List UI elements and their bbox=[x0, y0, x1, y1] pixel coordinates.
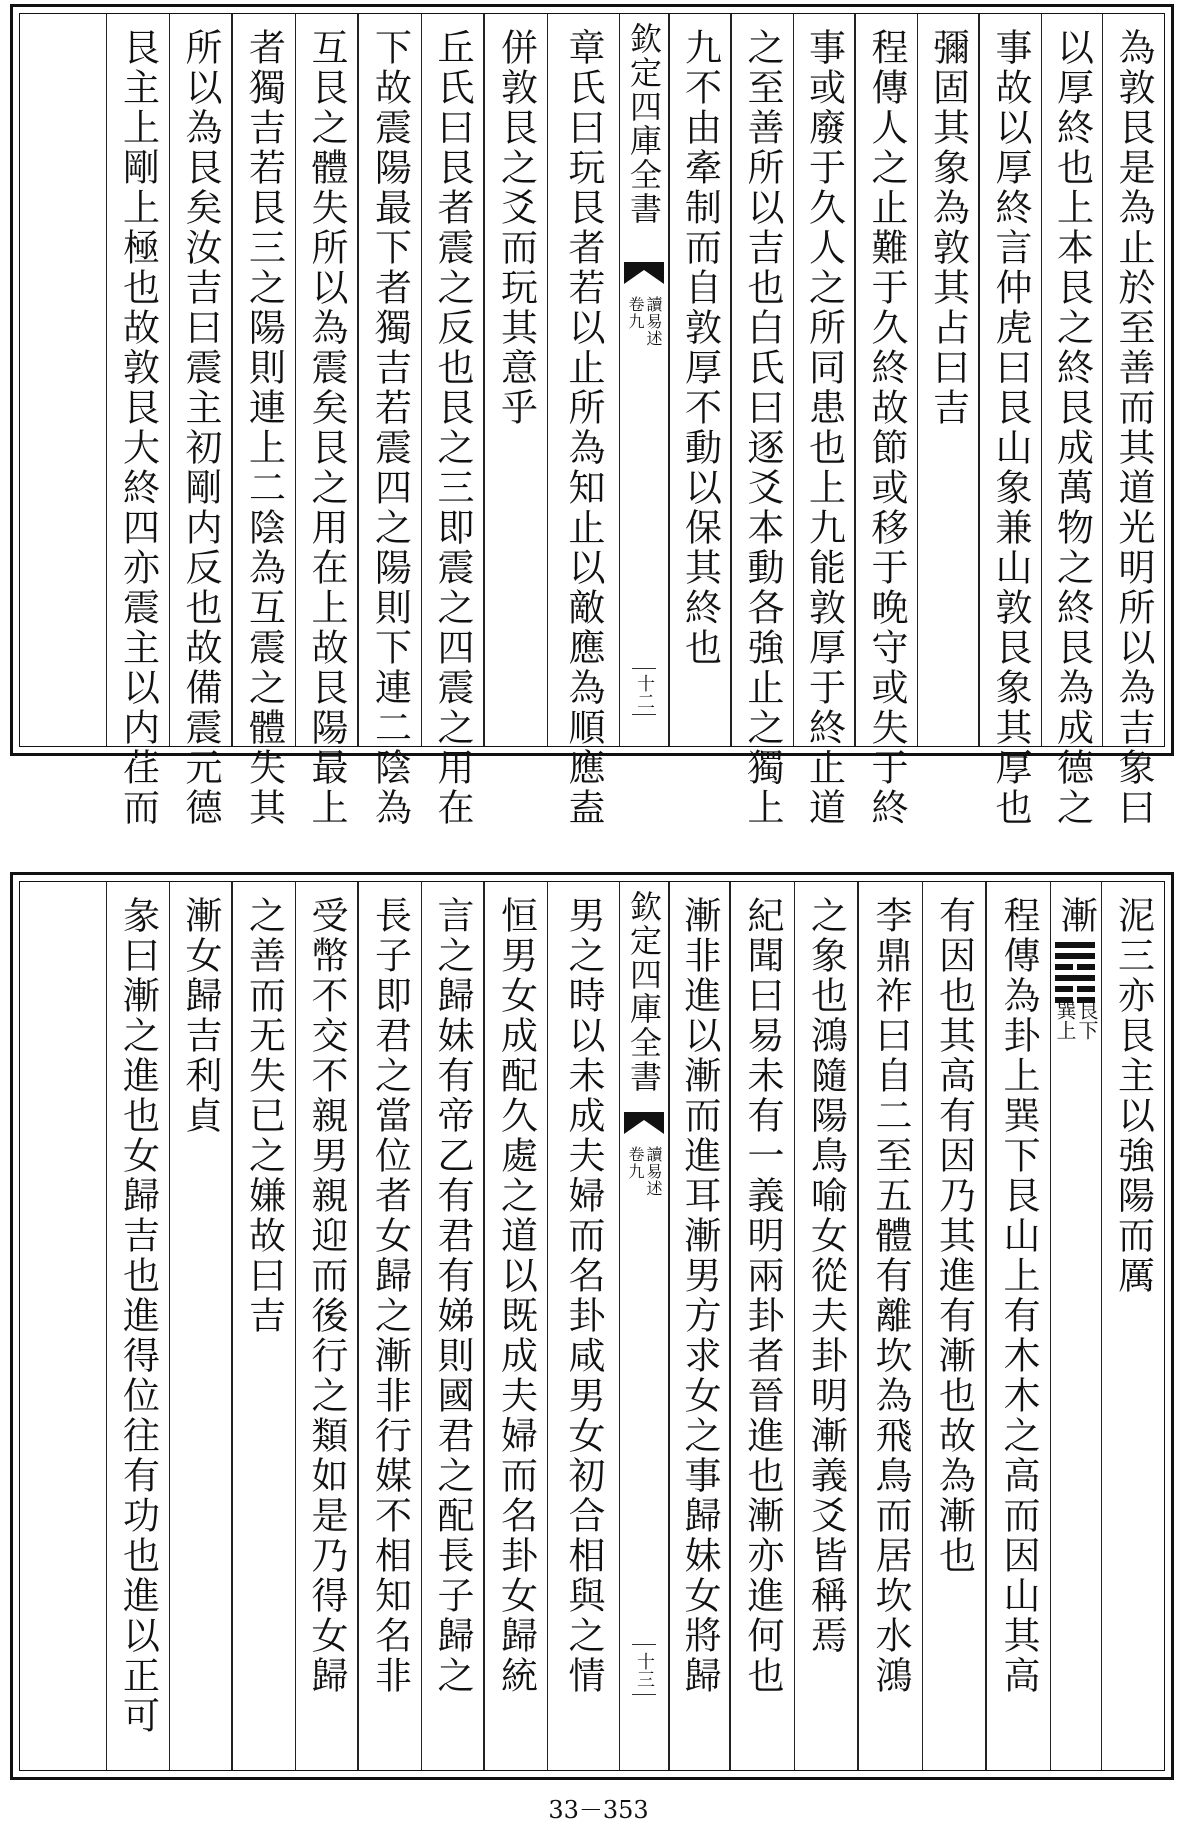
running-head-title: 讀易述 bbox=[644, 1146, 663, 1197]
text-column bbox=[232, 882, 295, 1770]
column-text: 男之時以未成夫婦而名卦咸男女初合相與之情 bbox=[562, 896, 605, 1696]
text-column bbox=[793, 14, 855, 828]
text-column bbox=[421, 882, 484, 1770]
text-column bbox=[547, 14, 619, 828]
column-text: 言之歸妹有帝乙有君有娣則國君之配長子歸之 bbox=[431, 896, 474, 1696]
text-column bbox=[669, 14, 731, 746]
running-head-title: 讀易述 bbox=[644, 296, 663, 347]
text-column bbox=[484, 882, 547, 1770]
text-column bbox=[358, 882, 421, 1770]
page-number: 十三 bbox=[634, 1652, 655, 1688]
text-column bbox=[484, 14, 547, 746]
column-text: 下故震陽最下者獨吉若震四之陽則下連二陰為 bbox=[368, 28, 412, 828]
text-column bbox=[358, 14, 421, 828]
column-text: 之善而无失已之嫌故曰吉 bbox=[242, 896, 286, 1336]
page-spine bbox=[619, 14, 669, 746]
column-text: 章氏曰玩艮者若以止所為知止以敵應為順應盍 bbox=[562, 28, 605, 828]
text-column bbox=[421, 14, 484, 828]
text-column bbox=[731, 14, 793, 828]
page-number-rule bbox=[632, 1694, 656, 1695]
column-text: 為敦艮是為止於至善而其道光明所以為吉象曰 bbox=[1112, 28, 1155, 828]
text-column bbox=[917, 14, 979, 746]
column-text: 有因也其高有因乃其進有漸也故為漸也 bbox=[932, 896, 976, 1576]
column-text: 長子即君之當位者女歸之漸非行媒不相知名非 bbox=[368, 896, 412, 1696]
column-text: 事故以厚終言仲虎曰艮山象兼山敦艮象其厚也 bbox=[989, 28, 1032, 828]
jian-hexagram-icon bbox=[1055, 942, 1095, 1008]
column-text: 漸非進以漸而進耳漸男方求女之事歸妹女將歸 bbox=[678, 896, 721, 1696]
bottom-page-frame bbox=[19, 881, 1165, 1771]
upper-trigram: 巽上 bbox=[1053, 1000, 1077, 1040]
page-number-rule bbox=[632, 714, 656, 715]
page-number-rule bbox=[632, 1644, 656, 1645]
text-column bbox=[669, 882, 730, 1770]
running-head-volume: 卷九 bbox=[626, 296, 645, 330]
column-text: 艮主上剛上極也故敦艮大終四亦震主以内荏而 bbox=[116, 28, 160, 828]
column-text: 以厚終也上本艮之終艮成萬物之終艮為成德之 bbox=[1050, 28, 1094, 828]
text-column bbox=[858, 882, 922, 1770]
column-text: 之至善所以吉也白氏曰逐爻本動各強止之獨上 bbox=[741, 28, 784, 828]
page-number: 十二 bbox=[634, 674, 655, 710]
book-title: 欽定四庫全書 bbox=[625, 890, 663, 1094]
text-column bbox=[922, 882, 986, 1770]
column-text: 受幣不交不親男親迎而後行之類如是乃得女歸 bbox=[305, 896, 348, 1696]
bottom-page bbox=[10, 872, 1174, 1780]
text-column bbox=[986, 882, 1050, 1770]
top-page-frame bbox=[19, 13, 1165, 828]
page-number-rule bbox=[632, 668, 656, 669]
column-text: 漸女歸吉利貞 bbox=[179, 896, 222, 1136]
column-text: 者獨吉若艮三之陽則連上二陰為互震之體失其 bbox=[242, 28, 286, 828]
text-column bbox=[794, 882, 858, 1770]
book-title: 欽定四庫全書 bbox=[625, 22, 663, 226]
column-text: 李鼎祚曰自二至五體有離坎為飛鳥而居坎水鴻 bbox=[869, 896, 912, 1696]
column-text: 併敦艮之爻而玩其意乎 bbox=[494, 28, 538, 428]
column-text: 事或廢于久人之所同患也上九能敦厚于終止道 bbox=[802, 28, 846, 828]
text-column bbox=[295, 14, 358, 828]
running-head bbox=[627, 1146, 661, 1197]
gua-trigrams bbox=[1055, 1000, 1097, 1040]
text-column bbox=[232, 14, 295, 828]
column-text: 之象也鴻隨陽鳥喻女從夫卦明漸義爻皆稱焉 bbox=[804, 896, 848, 1656]
page-footer-number: 33－353 bbox=[548, 1796, 649, 1824]
column-text: 所以為艮矣汝吉曰震主初剛内反也故備震元德 bbox=[179, 28, 222, 828]
page-spine bbox=[619, 882, 669, 1770]
lower-trigram: 艮下 bbox=[1075, 1000, 1099, 1040]
running-head bbox=[627, 296, 661, 347]
column-text: 九不由牽制而自敦厚不動以保其終也 bbox=[678, 28, 722, 668]
text-column bbox=[547, 882, 619, 1770]
top-page bbox=[10, 4, 1174, 828]
fish-tail-mark bbox=[624, 1112, 664, 1134]
column-text: 泥三亦艮主以強陽而厲 bbox=[1111, 896, 1155, 1296]
text-column bbox=[979, 14, 1041, 828]
fish-tail-mark bbox=[624, 262, 664, 284]
text-column bbox=[295, 882, 358, 1770]
column-text: 程傳人之止難于久終故節或移于晚守或失于終 bbox=[865, 28, 908, 828]
text-column bbox=[1041, 14, 1103, 828]
column-text: 恒男女成配久處之道以既成夫婦而名卦女歸統 bbox=[494, 896, 538, 1696]
column-text: 彌固其象為敦其占曰吉 bbox=[926, 28, 970, 428]
column-text: 程傳為卦上巽下艮山上有木木之高而因山其高 bbox=[997, 896, 1040, 1696]
running-head-volume: 卷九 bbox=[626, 1146, 645, 1180]
text-column bbox=[855, 14, 917, 828]
column-text: 紀聞曰易未有一義明兩卦者晉進也漸亦進何也 bbox=[741, 896, 784, 1696]
text-column bbox=[106, 14, 169, 828]
text-column bbox=[169, 882, 232, 1770]
column-text: 丘氏曰艮者震之反也艮之三即震之四震之用在 bbox=[431, 28, 474, 828]
column-text: 互艮之體失所以為震矣艮之用在上故艮陽最上 bbox=[305, 28, 348, 828]
column-text: 彖曰漸之進也女歸吉也進得位往有功也進以正可 bbox=[116, 896, 160, 1736]
gua-name: 漸 bbox=[1054, 896, 1098, 933]
text-column bbox=[106, 882, 169, 1770]
text-column bbox=[169, 14, 232, 828]
text-column bbox=[1102, 882, 1164, 1770]
gua-heading-column bbox=[1050, 882, 1102, 1770]
text-column bbox=[730, 882, 794, 1770]
text-column bbox=[1103, 14, 1164, 828]
